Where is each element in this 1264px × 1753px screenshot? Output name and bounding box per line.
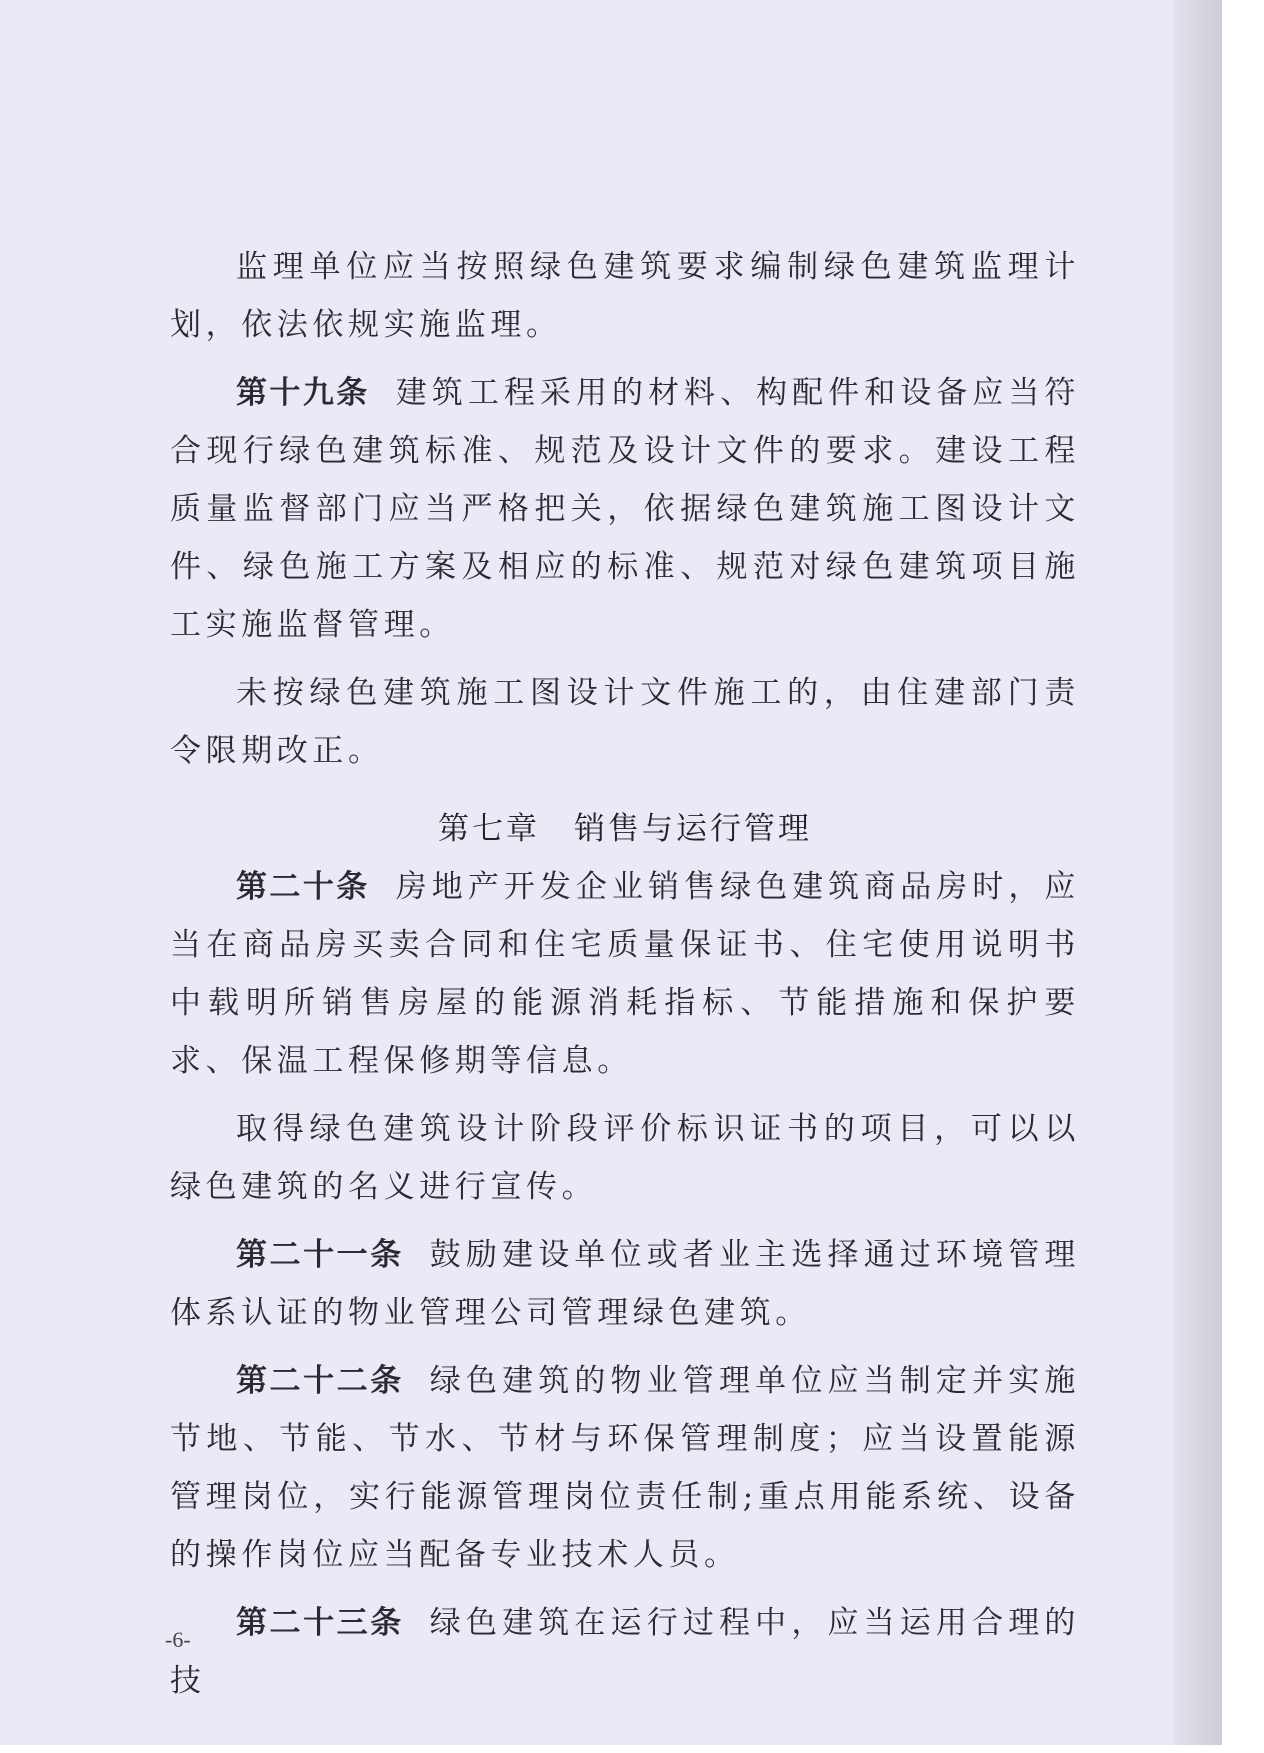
paragraph-text: 鼓励建设单位或者业主选择通过环境管理体系认证的物业管理公司管理绿色建筑。 [170,1237,1080,1331]
paragraph [170,664,1080,780]
paragraph [170,1594,1080,1710]
paragraph [170,238,1080,354]
paragraph [170,364,1080,654]
paragraph-text: 取得绿色建筑设计阶段评价标识证书的项目，可以以绿色建筑的名义进行宣传。 [170,1111,1080,1205]
article-number: 第二十三条 [236,1605,404,1641]
page-edge-shadow [1174,0,1222,1745]
paragraph-text: 建筑工程采用的材料、构配件和设备应当符合现行绿色建筑标准、规范及设计文件的要求。建设工程质量监督部门应当严格把关，依据绿色建筑施工图设计文件、绿色施工方案及相应的标准、规范对绿色建筑项目施工实施监督管理。 [170,375,1080,643]
article-number: 第十九条 [236,375,370,411]
paragraph-text: 未按绿色建筑施工图设计文件施工的，由住建部门责令限期改正。 [170,675,1080,769]
body-text [170,238,1080,1720]
paragraph [170,1226,1080,1342]
paragraph-text: 监理单位应当按照绿色建筑要求编制绿色建筑监理计划，依法依规实施监理。 [170,249,1080,343]
chapter-number: 第七章 [438,811,540,847]
chapter-title: 销售与运行管理 [574,811,812,847]
paragraph-text: 绿色建筑的物业管理单位应当制定并实施节地、节能、节水、节材与环保管理制度；应当设置能源管理岗位，实行能源管理岗位责任制;重点用能系统、设备的操作岗位应当配备专业技术人员。 [170,1363,1080,1573]
article-number: 第二十条 [236,869,370,905]
paragraph-text: 绿色建筑在运行过程中，应当运用合理的技 [170,1605,1080,1699]
paragraph [170,858,1080,1090]
page-number: -6- [165,1627,191,1652]
paragraph [170,1352,1080,1584]
chapter-heading [170,800,1080,858]
article-number: 第二十二条 [236,1363,404,1399]
paragraph-text: 房地产开发企业销售绿色建筑商品房时，应当在商品房买卖合同和住宅质量保证书、住宅使用说明书中载明所销售房屋的能源消耗指标、节能措施和保护要求、保温工程保修期等信息。 [170,869,1080,1079]
article-number: 第二十一条 [236,1237,404,1273]
paragraph [170,1100,1080,1216]
